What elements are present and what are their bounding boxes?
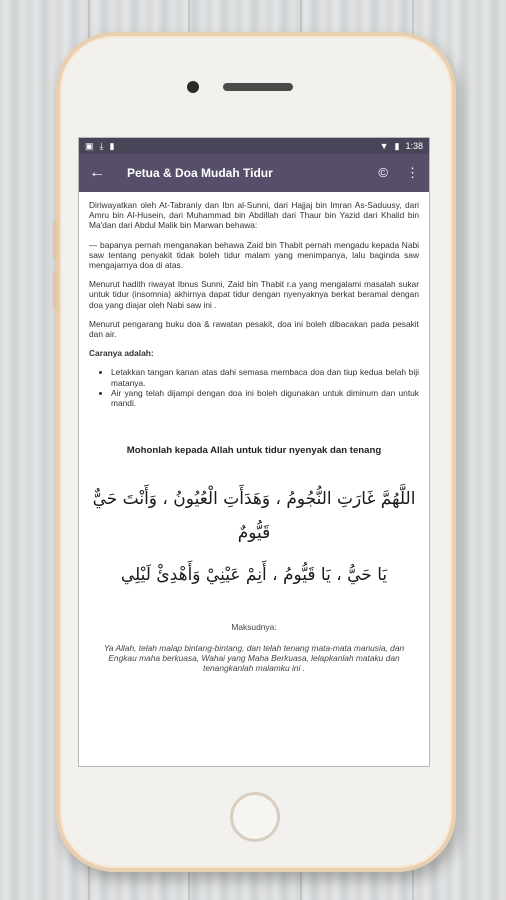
- article-content: [79, 192, 429, 673]
- more-options-icon[interactable]: ⋮: [406, 165, 419, 180]
- status-time: 1:38: [405, 141, 423, 151]
- volume-up-button: [53, 220, 57, 260]
- caranya-label: Caranya adalah:: [89, 348, 154, 359]
- paragraph-story: — bapanya pernah menganakan behawa Zaid bin Thabit pernah mengadu kepada Nabi saw tentang penyakit tidak boleh tidur malam yang menimpanya, lalu baginda saw mengajarnya doa di atas.: [89, 239, 419, 271]
- meaning-text: Ya Allah, telah malap bintang-bintang, dan telah tenang mata-mata manusia, dan Engkau maha berkuasa, Wahai yang Maha Berkuasa, lelapkanlah mataku dan tenangkanlah malamku ini .: [103, 642, 405, 674]
- steps-list: [89, 367, 419, 408]
- download-icon: ⤓: [99, 140, 104, 151]
- paragraph-intro: Diriwayatkan oleh At-Tabraniy dan Ibn al-Sunni, dari Hajjaj bin Imran As-Saduusy, dari Amru bin Al-Husein, dari Muhammad bin Abdillah dari Thaur bin Yazid dari Khalid bin Ma'dan dari Abdul Malik bin Marwan behawa:: [89, 200, 419, 231]
- front-camera: [187, 81, 199, 93]
- paragraph-hadith: Menurut hadith riwayat Ibnus Sunni, Zaid bin Thabit r.a yang mengalami masalah sukar untuk tidur (insomnia) akhirnya dapat tidur dengan nyenyaknya berkat beramal dengan doa yang diajar oleh Nabi saw ini .: [89, 279, 419, 310]
- status-bar: [79, 138, 429, 154]
- copyright-icon[interactable]: ©: [378, 165, 388, 180]
- battery-icon: ▮: [394, 140, 400, 151]
- wifi-icon: ▼: [379, 141, 389, 151]
- list-item: • Air yang telah dijampi dengan doa ini boleh digunakan untuk diminum dan untuk mandi.: [111, 388, 419, 408]
- lock-icon: ▮: [109, 140, 115, 151]
- meaning-label: Maksudnya:: [231, 622, 277, 633]
- image-icon: ▣: [85, 140, 94, 151]
- doa-heading: Mohonlah kepada Allah untuk tidur nyenyak dan tenang: [126, 445, 382, 457]
- app-screen: [78, 137, 430, 767]
- earpiece-speaker: [223, 83, 293, 91]
- home-button[interactable]: [230, 792, 280, 842]
- page-title: Petua & Doa Mudah Tidur: [127, 166, 273, 180]
- app-bar: [79, 154, 429, 192]
- paragraph-author: Menurut pengarang buku doa & rawatan pesakit, doa ini boleh dibacakan pada pesakit dan air.: [89, 318, 419, 340]
- arabic-doa-line-1: اللَّهُمَّ غَارَتِ النُّجُومُ ، وَهَدَأَتِ الْعُيُونُ ، وَأَنْتَ حَيٌّ قَيُّومٌ: [92, 489, 416, 544]
- volume-down-button: [53, 270, 57, 310]
- list-item: • Letakkan tangan kanan atas dahi semasa membaca doa dan tiup kedua belah biji matanya.: [111, 367, 419, 387]
- arabic-doa-line-2: يَا حَيُّ ، يَا قَيُّومُ ، أَنِمْ عَيْنِيْ وَأَهْدِئْ لَيْلِي: [120, 565, 388, 586]
- back-arrow-icon[interactable]: ←: [89, 164, 105, 181]
